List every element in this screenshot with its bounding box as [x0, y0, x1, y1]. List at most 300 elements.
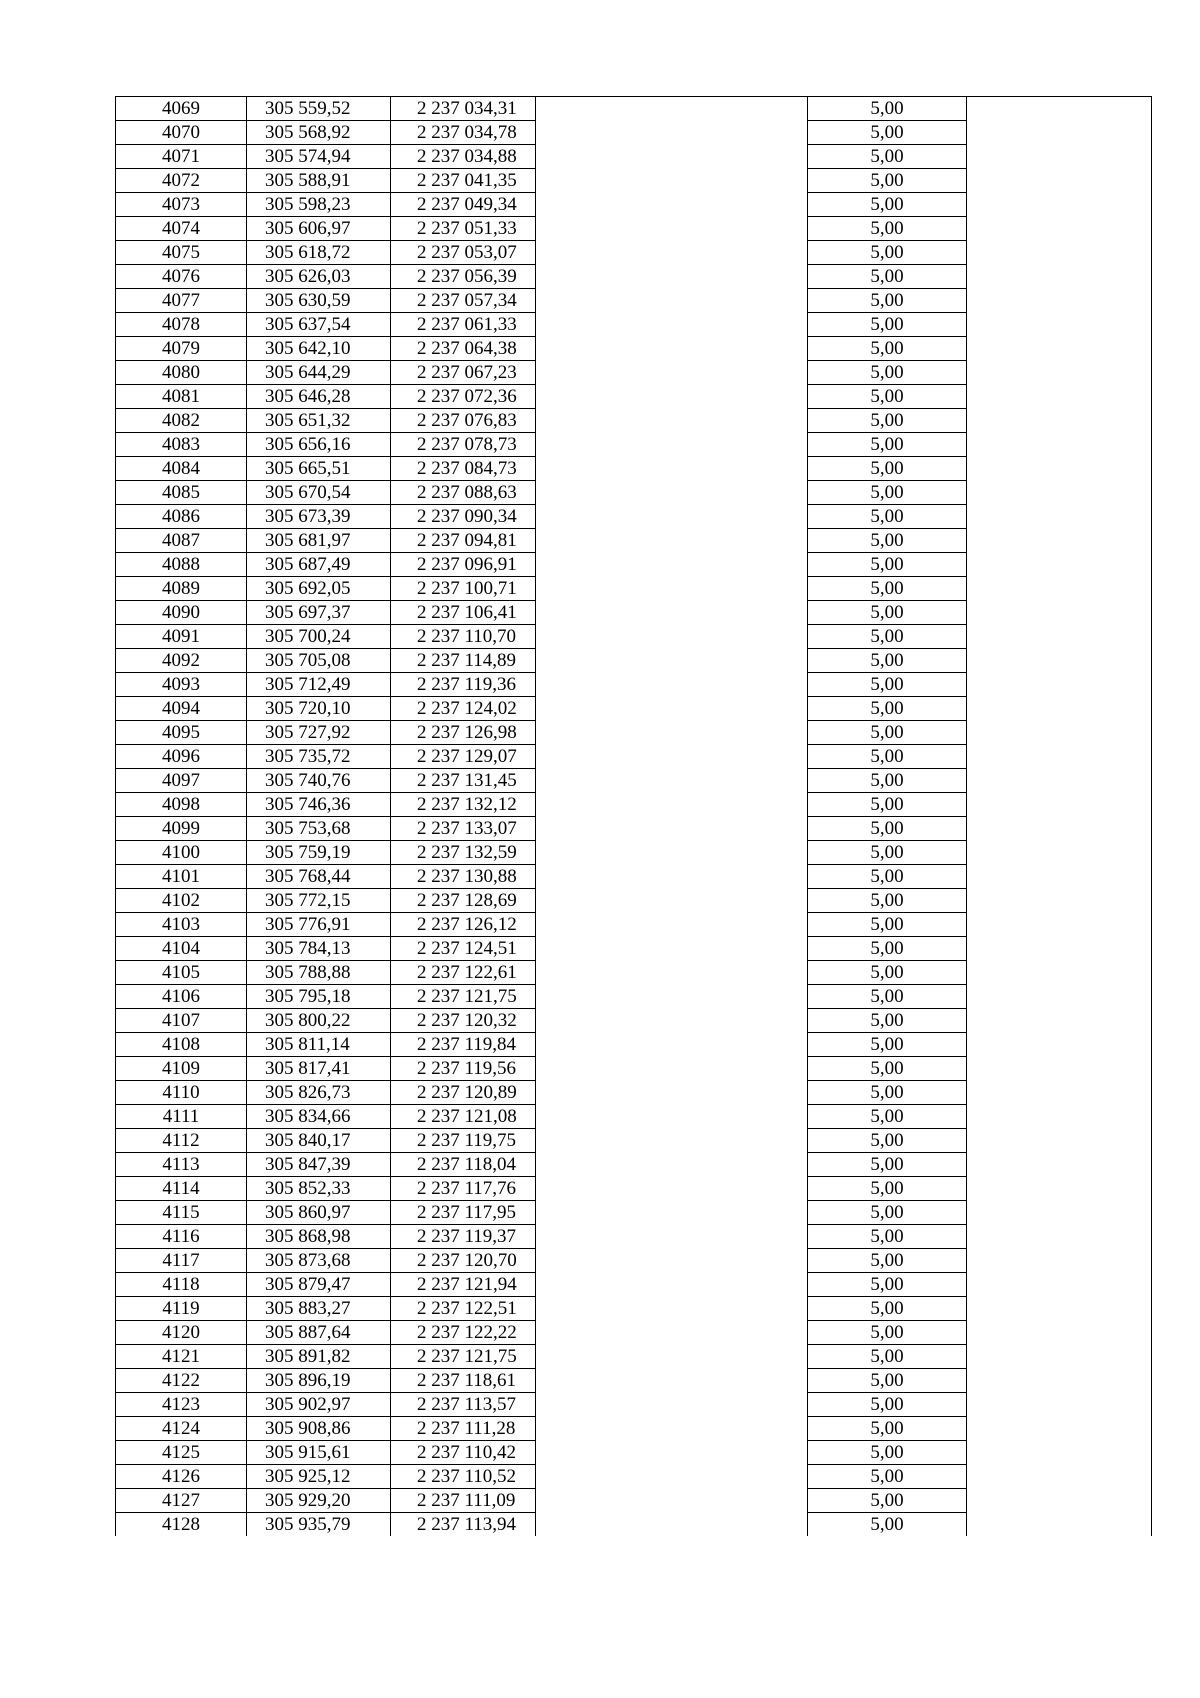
coordinate-y-cell: 305 646,28: [247, 385, 391, 409]
coordinate-x-cell: 2 237 117,95: [391, 1201, 536, 1225]
coordinate-y-cell: 305 826,73: [247, 1081, 391, 1105]
table-row: [116, 313, 1152, 337]
point-number-cell: 4091: [116, 625, 247, 649]
coordinate-y-cell: 305 868,98: [247, 1225, 391, 1249]
coordinate-x-cell: 2 237 053,07: [391, 241, 536, 265]
empty-cell: [967, 697, 1152, 721]
point-number-cell: 4104: [116, 937, 247, 961]
empty-cell: [536, 1273, 808, 1297]
table-row: [116, 505, 1152, 529]
table-row: [116, 97, 1152, 121]
empty-cell: [967, 169, 1152, 193]
point-number-cell: 4077: [116, 289, 247, 313]
empty-cell: [967, 289, 1152, 313]
point-number-cell: 4114: [116, 1177, 247, 1201]
empty-cell: [967, 457, 1152, 481]
coordinate-y-cell: 305 847,39: [247, 1153, 391, 1177]
value-cell: 5,00: [808, 745, 967, 769]
point-number-cell: 4124: [116, 1417, 247, 1441]
empty-cell: [536, 217, 808, 241]
empty-cell: [967, 913, 1152, 937]
empty-cell: [536, 505, 808, 529]
coordinate-y-cell: 305 873,68: [247, 1249, 391, 1273]
empty-cell: [967, 361, 1152, 385]
coordinate-x-cell: 2 237 121,75: [391, 985, 536, 1009]
table-row: [116, 193, 1152, 217]
empty-cell: [536, 193, 808, 217]
empty-cell: [536, 241, 808, 265]
coordinate-y-cell: 305 891,82: [247, 1345, 391, 1369]
value-cell: 5,00: [808, 1081, 967, 1105]
coordinate-x-cell: 2 237 113,57: [391, 1393, 536, 1417]
coordinate-x-cell: 2 237 131,45: [391, 769, 536, 793]
table-row: [116, 1513, 1152, 1537]
coordinate-y-cell: 305 768,44: [247, 865, 391, 889]
empty-cell: [967, 577, 1152, 601]
coordinate-y-cell: 305 700,24: [247, 625, 391, 649]
coordinate-x-cell: 2 237 121,94: [391, 1273, 536, 1297]
table-row: [116, 697, 1152, 721]
empty-cell: [536, 1297, 808, 1321]
empty-cell: [536, 121, 808, 145]
empty-cell: [967, 1081, 1152, 1105]
coordinate-x-cell: 2 237 056,39: [391, 265, 536, 289]
coordinates-table: [115, 96, 1152, 1536]
empty-cell: [536, 889, 808, 913]
point-number-cell: 4108: [116, 1033, 247, 1057]
value-cell: 5,00: [808, 265, 967, 289]
empty-cell: [967, 481, 1152, 505]
coordinate-x-cell: 2 237 084,73: [391, 457, 536, 481]
table-row: [116, 1201, 1152, 1225]
point-number-cell: 4074: [116, 217, 247, 241]
coordinate-x-cell: 2 237 124,51: [391, 937, 536, 961]
coordinate-x-cell: 2 237 119,37: [391, 1225, 536, 1249]
empty-cell: [967, 841, 1152, 865]
coordinate-y-cell: 305 887,64: [247, 1321, 391, 1345]
coordinate-x-cell: 2 237 061,33: [391, 313, 536, 337]
table-row: [116, 1057, 1152, 1081]
point-number-cell: 4098: [116, 793, 247, 817]
point-number-cell: 4122: [116, 1369, 247, 1393]
value-cell: 5,00: [808, 1273, 967, 1297]
empty-cell: [536, 697, 808, 721]
empty-cell: [967, 121, 1152, 145]
point-number-cell: 4119: [116, 1297, 247, 1321]
coordinate-y-cell: 305 588,91: [247, 169, 391, 193]
empty-cell: [967, 337, 1152, 361]
point-number-cell: 4103: [116, 913, 247, 937]
coordinate-x-cell: 2 237 088,63: [391, 481, 536, 505]
coordinate-x-cell: 2 237 118,61: [391, 1369, 536, 1393]
value-cell: 5,00: [808, 865, 967, 889]
empty-cell: [536, 745, 808, 769]
value-cell: 5,00: [808, 1489, 967, 1513]
value-cell: 5,00: [808, 673, 967, 697]
table-row: [116, 817, 1152, 841]
value-cell: 5,00: [808, 121, 967, 145]
empty-cell: [967, 1297, 1152, 1321]
coordinate-x-cell: 2 237 090,34: [391, 505, 536, 529]
value-cell: 5,00: [808, 1033, 967, 1057]
value-cell: 5,00: [808, 193, 967, 217]
coordinate-x-cell: 2 237 119,56: [391, 1057, 536, 1081]
empty-cell: [536, 1009, 808, 1033]
table-row: [116, 1273, 1152, 1297]
value-cell: 5,00: [808, 1129, 967, 1153]
coordinate-y-cell: 305 673,39: [247, 505, 391, 529]
empty-cell: [536, 361, 808, 385]
coordinate-y-cell: 305 574,94: [247, 145, 391, 169]
coordinate-x-cell: 2 237 072,36: [391, 385, 536, 409]
point-number-cell: 4117: [116, 1249, 247, 1273]
table-row: [116, 1033, 1152, 1057]
table-row: [116, 1321, 1152, 1345]
coordinate-y-cell: 305 908,86: [247, 1417, 391, 1441]
coordinate-y-cell: 305 665,51: [247, 457, 391, 481]
value-cell: 5,00: [808, 985, 967, 1009]
value-cell: 5,00: [808, 553, 967, 577]
empty-cell: [536, 937, 808, 961]
empty-cell: [536, 1225, 808, 1249]
point-number-cell: 4072: [116, 169, 247, 193]
value-cell: 5,00: [808, 337, 967, 361]
table-row: [116, 385, 1152, 409]
table-row: [116, 1393, 1152, 1417]
coordinate-y-cell: 305 720,10: [247, 697, 391, 721]
empty-cell: [967, 1201, 1152, 1225]
coordinate-y-cell: 305 860,97: [247, 1201, 391, 1225]
point-number-cell: 4107: [116, 1009, 247, 1033]
value-cell: 5,00: [808, 601, 967, 625]
empty-cell: [967, 1369, 1152, 1393]
table-row: [116, 721, 1152, 745]
empty-cell: [967, 625, 1152, 649]
table-row: [116, 553, 1152, 577]
coordinate-x-cell: 2 237 120,32: [391, 1009, 536, 1033]
point-number-cell: 4102: [116, 889, 247, 913]
coordinate-x-cell: 2 237 078,73: [391, 433, 536, 457]
empty-cell: [967, 505, 1152, 529]
empty-cell: [536, 913, 808, 937]
table-row: [116, 649, 1152, 673]
point-number-cell: 4071: [116, 145, 247, 169]
empty-cell: [536, 1465, 808, 1489]
coordinate-x-cell: 2 237 122,51: [391, 1297, 536, 1321]
table-row: [116, 241, 1152, 265]
point-number-cell: 4088: [116, 553, 247, 577]
point-number-cell: 4069: [116, 97, 247, 121]
coordinate-x-cell: 2 237 034,88: [391, 145, 536, 169]
empty-cell: [536, 145, 808, 169]
empty-cell: [967, 1177, 1152, 1201]
empty-cell: [536, 1441, 808, 1465]
empty-cell: [967, 1393, 1152, 1417]
coordinate-y-cell: 305 896,19: [247, 1369, 391, 1393]
coordinate-x-cell: 2 237 124,02: [391, 697, 536, 721]
value-cell: 5,00: [808, 1201, 967, 1225]
value-cell: 5,00: [808, 409, 967, 433]
point-number-cell: 4076: [116, 265, 247, 289]
table-row: [116, 1129, 1152, 1153]
empty-cell: [536, 337, 808, 361]
empty-cell: [536, 529, 808, 553]
coordinate-x-cell: 2 237 096,91: [391, 553, 536, 577]
empty-cell: [536, 1081, 808, 1105]
coordinate-y-cell: 305 606,97: [247, 217, 391, 241]
value-cell: 5,00: [808, 289, 967, 313]
table-row: [116, 265, 1152, 289]
point-number-cell: 4078: [116, 313, 247, 337]
coordinate-y-cell: 305 902,97: [247, 1393, 391, 1417]
empty-cell: [967, 265, 1152, 289]
coordinate-x-cell: 2 237 049,34: [391, 193, 536, 217]
coordinate-x-cell: 2 237 118,04: [391, 1153, 536, 1177]
empty-cell: [967, 937, 1152, 961]
table-row: [116, 169, 1152, 193]
empty-cell: [967, 1225, 1152, 1249]
point-number-cell: 4111: [116, 1105, 247, 1129]
value-cell: 5,00: [808, 817, 967, 841]
point-number-cell: 4089: [116, 577, 247, 601]
point-number-cell: 4070: [116, 121, 247, 145]
coordinate-y-cell: 305 670,54: [247, 481, 391, 505]
table-row: [116, 1441, 1152, 1465]
coordinate-x-cell: 2 237 067,23: [391, 361, 536, 385]
value-cell: 5,00: [808, 1513, 967, 1537]
coordinate-y-cell: 305 618,72: [247, 241, 391, 265]
point-number-cell: 4096: [116, 745, 247, 769]
coordinate-y-cell: 305 626,03: [247, 265, 391, 289]
coordinate-x-cell: 2 237 122,61: [391, 961, 536, 985]
point-number-cell: 4090: [116, 601, 247, 625]
table-row: [116, 601, 1152, 625]
coordinate-y-cell: 305 784,13: [247, 937, 391, 961]
empty-cell: [967, 193, 1152, 217]
coordinate-x-cell: 2 237 120,89: [391, 1081, 536, 1105]
value-cell: 5,00: [808, 385, 967, 409]
empty-cell: [967, 145, 1152, 169]
point-number-cell: 4101: [116, 865, 247, 889]
empty-cell: [967, 1489, 1152, 1513]
value-cell: 5,00: [808, 529, 967, 553]
empty-cell: [536, 865, 808, 889]
point-number-cell: 4080: [116, 361, 247, 385]
point-number-cell: 4081: [116, 385, 247, 409]
coordinate-y-cell: 305 935,79: [247, 1513, 391, 1537]
coordinate-y-cell: 305 746,36: [247, 793, 391, 817]
value-cell: 5,00: [808, 457, 967, 481]
empty-cell: [536, 1393, 808, 1417]
empty-cell: [536, 1105, 808, 1129]
coordinate-x-cell: 2 237 041,35: [391, 169, 536, 193]
empty-cell: [967, 433, 1152, 457]
empty-cell: [967, 1321, 1152, 1345]
table-row: [116, 217, 1152, 241]
empty-cell: [967, 1465, 1152, 1489]
coordinate-y-cell: 305 735,72: [247, 745, 391, 769]
value-cell: 5,00: [808, 1465, 967, 1489]
point-number-cell: 4112: [116, 1129, 247, 1153]
value-cell: 5,00: [808, 913, 967, 937]
value-cell: 5,00: [808, 241, 967, 265]
empty-cell: [536, 601, 808, 625]
value-cell: 5,00: [808, 889, 967, 913]
empty-cell: [536, 817, 808, 841]
table-row: [116, 289, 1152, 313]
empty-cell: [967, 673, 1152, 697]
table-row: [116, 913, 1152, 937]
empty-cell: [967, 601, 1152, 625]
coordinate-x-cell: 2 237 110,52: [391, 1465, 536, 1489]
coordinate-x-cell: 2 237 114,89: [391, 649, 536, 673]
table-row: [116, 745, 1152, 769]
coordinate-x-cell: 2 237 128,69: [391, 889, 536, 913]
value-cell: 5,00: [808, 1417, 967, 1441]
value-cell: 5,00: [808, 577, 967, 601]
point-number-cell: 4115: [116, 1201, 247, 1225]
point-number-cell: 4128: [116, 1513, 247, 1537]
point-number-cell: 4083: [116, 433, 247, 457]
coordinate-y-cell: 305 697,37: [247, 601, 391, 625]
empty-cell: [967, 985, 1152, 1009]
table-row: [116, 145, 1152, 169]
table-row: [116, 577, 1152, 601]
empty-cell: [536, 625, 808, 649]
point-number-cell: 4118: [116, 1273, 247, 1297]
coordinate-x-cell: 2 237 094,81: [391, 529, 536, 553]
coordinate-y-cell: 305 656,16: [247, 433, 391, 457]
point-number-cell: 4099: [116, 817, 247, 841]
coordinate-y-cell: 305 776,91: [247, 913, 391, 937]
coordinates-table-body: [116, 97, 1152, 1537]
coordinate-y-cell: 305 644,29: [247, 361, 391, 385]
value-cell: 5,00: [808, 505, 967, 529]
empty-cell: [967, 1153, 1152, 1177]
value-cell: 5,00: [808, 1297, 967, 1321]
coordinate-x-cell: 2 237 129,07: [391, 745, 536, 769]
coordinate-y-cell: 305 740,76: [247, 769, 391, 793]
empty-cell: [967, 1009, 1152, 1033]
coordinate-y-cell: 305 705,08: [247, 649, 391, 673]
coordinate-x-cell: 2 237 100,71: [391, 577, 536, 601]
value-cell: 5,00: [808, 1105, 967, 1129]
empty-cell: [536, 1153, 808, 1177]
empty-cell: [967, 889, 1152, 913]
point-number-cell: 4097: [116, 769, 247, 793]
empty-cell: [967, 385, 1152, 409]
coordinate-y-cell: 305 800,22: [247, 1009, 391, 1033]
table-row: [116, 769, 1152, 793]
coordinate-y-cell: 305 879,47: [247, 1273, 391, 1297]
coordinate-x-cell: 2 237 132,59: [391, 841, 536, 865]
empty-cell: [967, 409, 1152, 433]
empty-cell: [536, 1249, 808, 1273]
table-row: [116, 985, 1152, 1009]
value-cell: 5,00: [808, 697, 967, 721]
table-row: [116, 625, 1152, 649]
empty-cell: [967, 241, 1152, 265]
point-number-cell: 4084: [116, 457, 247, 481]
coordinate-y-cell: 305 834,66: [247, 1105, 391, 1129]
table-row: [116, 937, 1152, 961]
coordinate-y-cell: 305 687,49: [247, 553, 391, 577]
coordinate-y-cell: 305 712,49: [247, 673, 391, 697]
empty-cell: [536, 769, 808, 793]
coordinate-x-cell: 2 237 119,75: [391, 1129, 536, 1153]
point-number-cell: 4079: [116, 337, 247, 361]
empty-cell: [967, 817, 1152, 841]
coordinate-x-cell: 2 237 121,08: [391, 1105, 536, 1129]
coordinate-y-cell: 305 883,27: [247, 1297, 391, 1321]
coordinate-x-cell: 2 237 111,28: [391, 1417, 536, 1441]
coordinate-x-cell: 2 237 057,34: [391, 289, 536, 313]
empty-cell: [967, 217, 1152, 241]
empty-cell: [967, 1105, 1152, 1129]
empty-cell: [967, 1513, 1152, 1537]
coordinate-y-cell: 305 772,15: [247, 889, 391, 913]
coordinate-y-cell: 305 630,59: [247, 289, 391, 313]
empty-cell: [967, 721, 1152, 745]
coordinate-y-cell: 305 692,05: [247, 577, 391, 601]
value-cell: 5,00: [808, 649, 967, 673]
table-row: [116, 865, 1152, 889]
point-number-cell: 4087: [116, 529, 247, 553]
value-cell: 5,00: [808, 937, 967, 961]
empty-cell: [536, 289, 808, 313]
table-row: [116, 433, 1152, 457]
coordinate-x-cell: 2 237 064,38: [391, 337, 536, 361]
point-number-cell: 4092: [116, 649, 247, 673]
empty-cell: [536, 265, 808, 289]
table-row: [116, 841, 1152, 865]
coordinate-x-cell: 2 237 113,94: [391, 1513, 536, 1537]
table-row: [116, 409, 1152, 433]
coordinate-y-cell: 305 651,32: [247, 409, 391, 433]
point-number-cell: 4082: [116, 409, 247, 433]
value-cell: 5,00: [808, 1057, 967, 1081]
empty-cell: [967, 1033, 1152, 1057]
coordinate-y-cell: 305 852,33: [247, 1177, 391, 1201]
coordinate-x-cell: 2 237 126,12: [391, 913, 536, 937]
coordinate-y-cell: 305 681,97: [247, 529, 391, 553]
value-cell: 5,00: [808, 481, 967, 505]
coordinate-y-cell: 305 925,12: [247, 1465, 391, 1489]
point-number-cell: 4121: [116, 1345, 247, 1369]
coordinate-y-cell: 305 753,68: [247, 817, 391, 841]
table-row: [116, 961, 1152, 985]
empty-cell: [967, 553, 1152, 577]
coordinate-x-cell: 2 237 126,98: [391, 721, 536, 745]
point-number-cell: 4094: [116, 697, 247, 721]
table-row: [116, 457, 1152, 481]
coordinate-y-cell: 305 559,52: [247, 97, 391, 121]
table-row: [116, 361, 1152, 385]
table-row: [116, 1225, 1152, 1249]
table-row: [116, 529, 1152, 553]
empty-cell: [536, 1033, 808, 1057]
table-row: [116, 793, 1152, 817]
coordinate-y-cell: 305 817,41: [247, 1057, 391, 1081]
empty-cell: [536, 97, 808, 121]
empty-cell: [536, 1057, 808, 1081]
empty-cell: [967, 769, 1152, 793]
value-cell: 5,00: [808, 1441, 967, 1465]
value-cell: 5,00: [808, 313, 967, 337]
value-cell: 5,00: [808, 169, 967, 193]
table-row: [116, 121, 1152, 145]
coordinate-y-cell: 305 788,88: [247, 961, 391, 985]
